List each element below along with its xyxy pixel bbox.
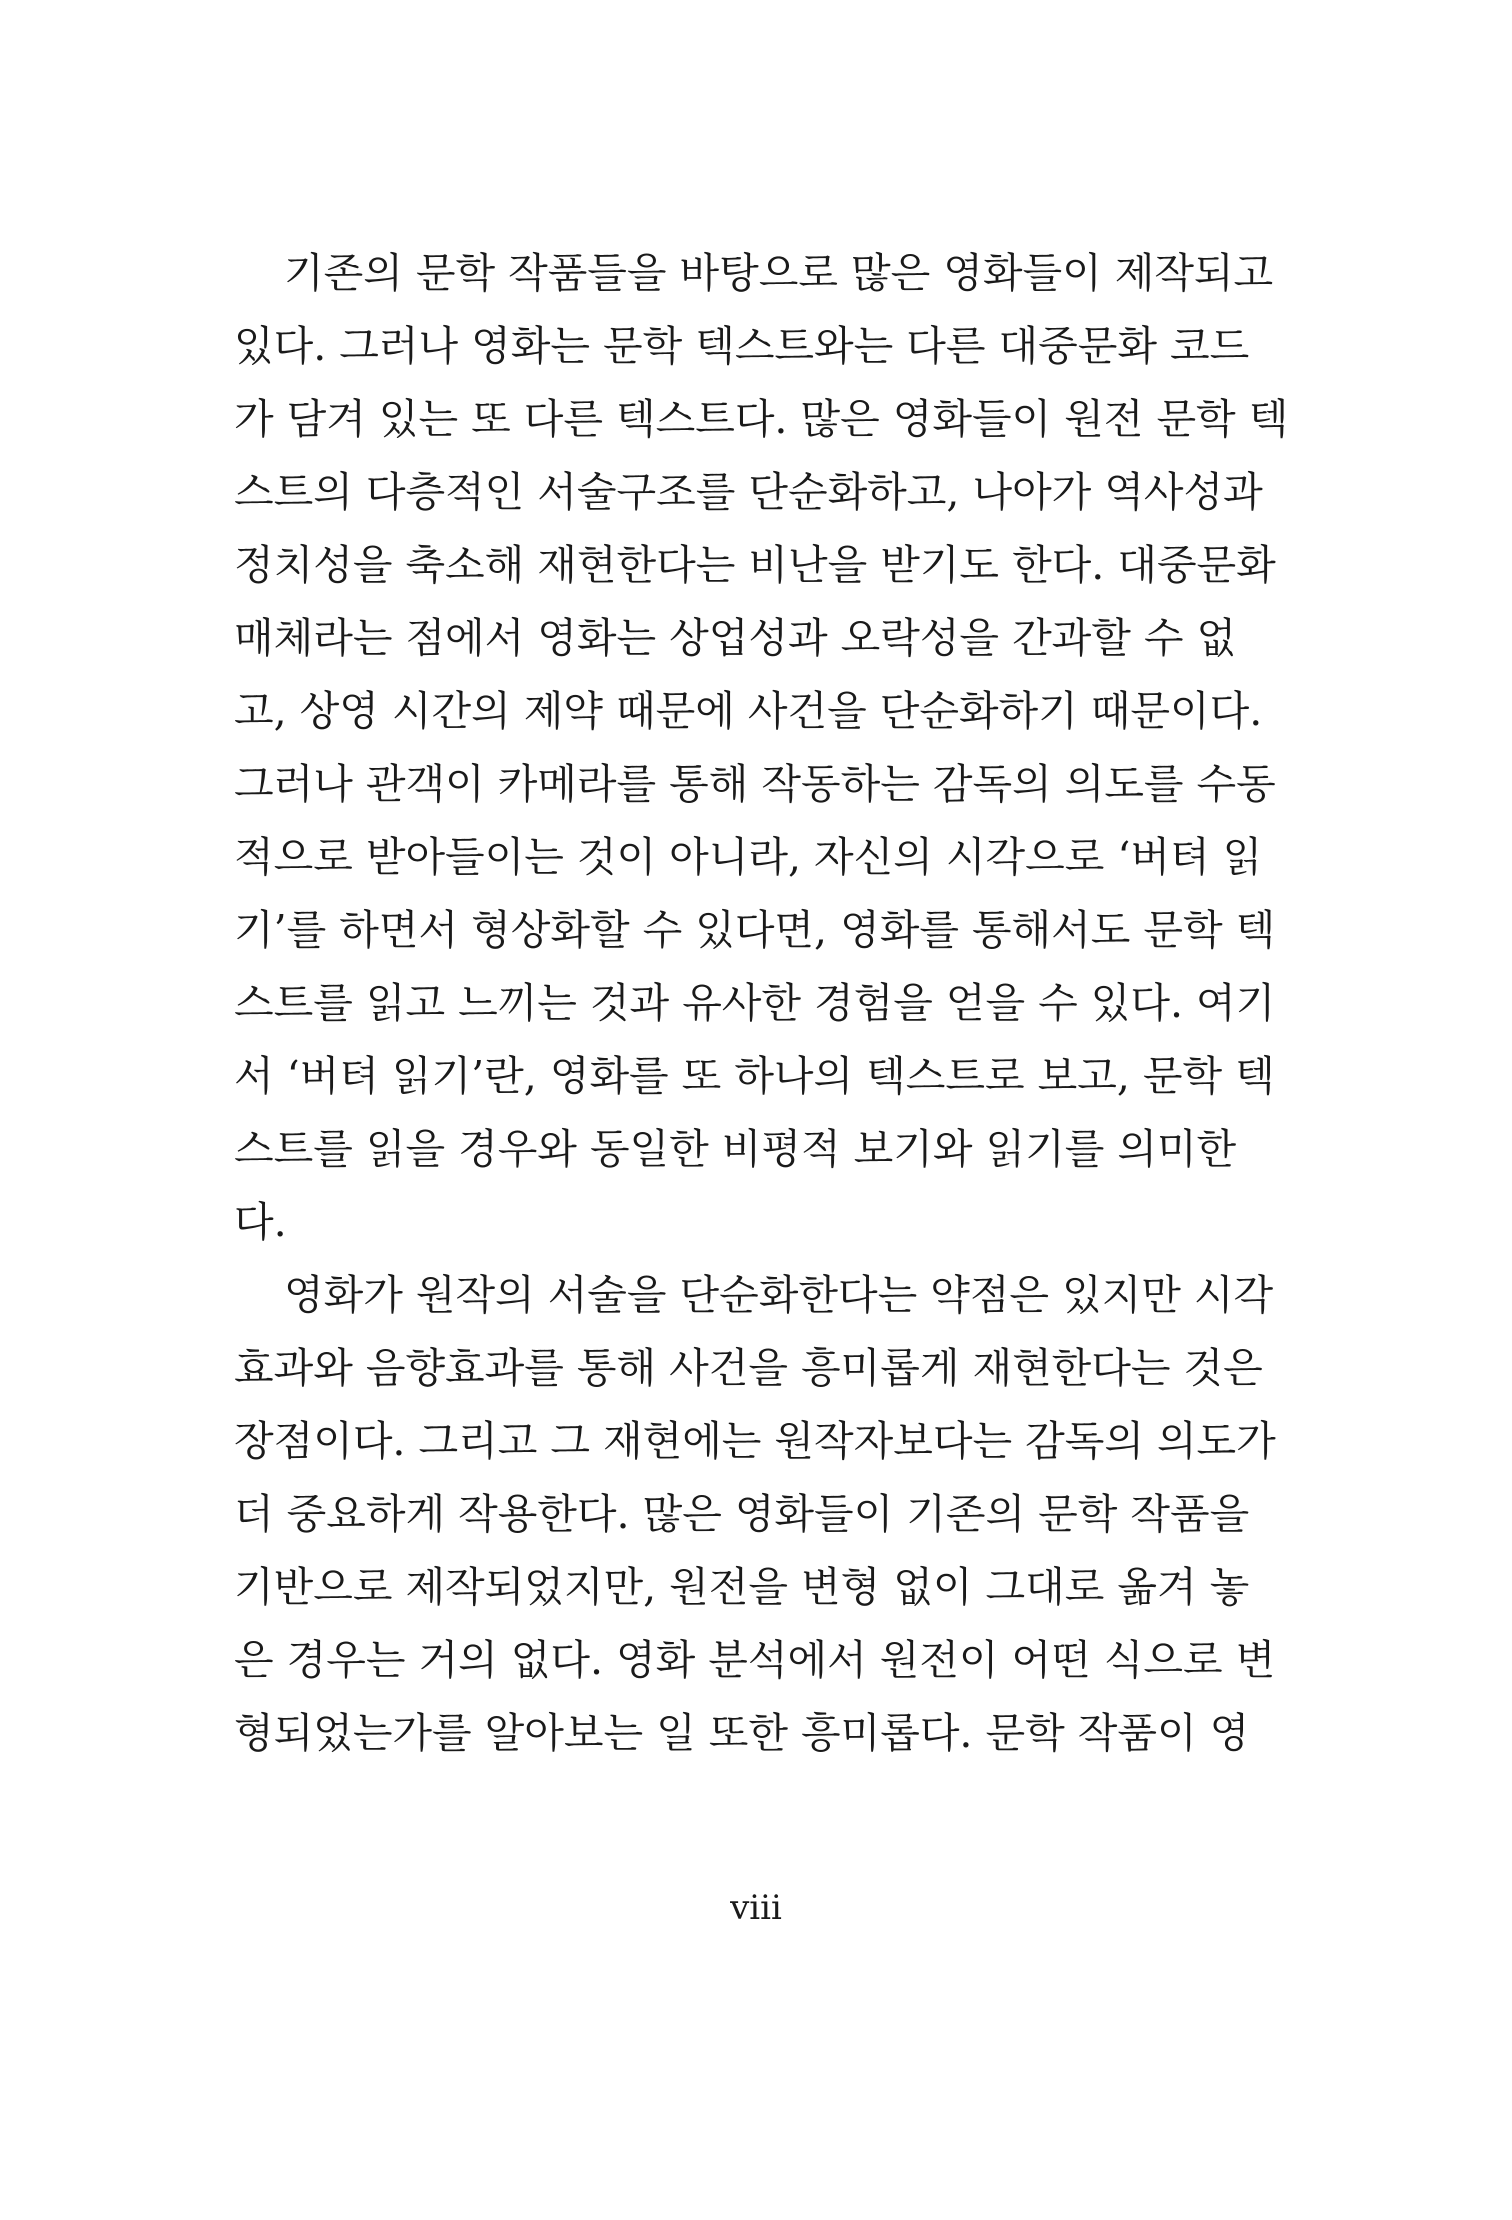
paragraph-1-line-7: 고, 상영 시간의 제약 때문에 사건을 단순화하기 때문이다. — [234, 687, 1263, 735]
paragraph-2-line-5: 기반으로 제작되었지만, 원전을 변형 없이 그대로 옮겨 놓 — [234, 1563, 1250, 1611]
paragraph-1-line-2: 있다. 그러나 영화는 문학 텍스트와는 다른 대중문화 코드 — [234, 322, 1250, 370]
paragraph-1-line-1: 기존의 문학 작품들을 바탕으로 많은 영화들이 제작되고 — [284, 249, 1274, 297]
paragraph-1-line-3: 가 담겨 있는 또 다른 텍스트다. 많은 영화들이 원전 문학 텍 — [234, 395, 1289, 443]
page-number: viii — [730, 1888, 782, 1928]
paragraph-1-line-4: 스트의 다층적인 서술구조를 단순화하고, 나아가 역사성과 — [234, 468, 1263, 516]
paragraph-1-line-10: 기’를 하면서 형상화할 수 있다면, 영화를 통해서도 문학 텍 — [234, 906, 1276, 954]
paragraph-2-line-2: 효과와 음향효과를 통해 사건을 흥미롭게 재현한다는 것은 — [234, 1344, 1263, 1392]
paragraph-2-line-3: 장점이다. 그리고 그 재현에는 원작자보다는 감독의 의도가 — [234, 1417, 1276, 1465]
paragraph-1-line-6: 매체라는 점에서 영화는 상업성과 오락성을 간과할 수 없 — [234, 614, 1237, 662]
paragraph-2-line-4: 더 중요하게 작용한다. 많은 영화들이 기존의 문학 작품을 — [234, 1490, 1250, 1538]
paragraph-2-line-1: 영화가 원작의 서술을 단순화한다는 약점은 있지만 시각 — [284, 1271, 1274, 1319]
paragraph-1-line-11: 스트를 읽고 느끼는 것과 유사한 경험을 얻을 수 있다. 여기 — [234, 979, 1276, 1027]
body-text — [234, 237, 1289, 1770]
paragraph-1-line-12: 서 ‘버텨 읽기’란, 영화를 또 하나의 텍스트로 보고, 문학 텍 — [234, 1052, 1275, 1100]
paragraph-1-line-14: 다. — [234, 1198, 287, 1246]
paragraph-1-line-5: 정치성을 축소해 재현한다는 비난을 받기도 한다. 대중문화 — [234, 541, 1276, 589]
paragraph-1-line-8: 그러나 관객이 카메라를 통해 작동하는 감독의 의도를 수동 — [234, 760, 1276, 808]
paragraph-2-line-6: 은 경우는 거의 없다. 영화 분석에서 원전이 어떤 식으로 변 — [234, 1636, 1276, 1684]
paragraph-2-line-7: 형되었는가를 알아보는 일 또한 흥미롭다. 문학 작품이 영 — [234, 1709, 1250, 1757]
paragraph-1-line-9: 적으로 받아들이는 것이 아니라, 자신의 시각으로 ‘버텨 읽 — [234, 833, 1263, 881]
paragraph-1-line-13: 스트를 읽을 경우와 동일한 비평적 보기와 읽기를 의미한 — [234, 1125, 1237, 1173]
